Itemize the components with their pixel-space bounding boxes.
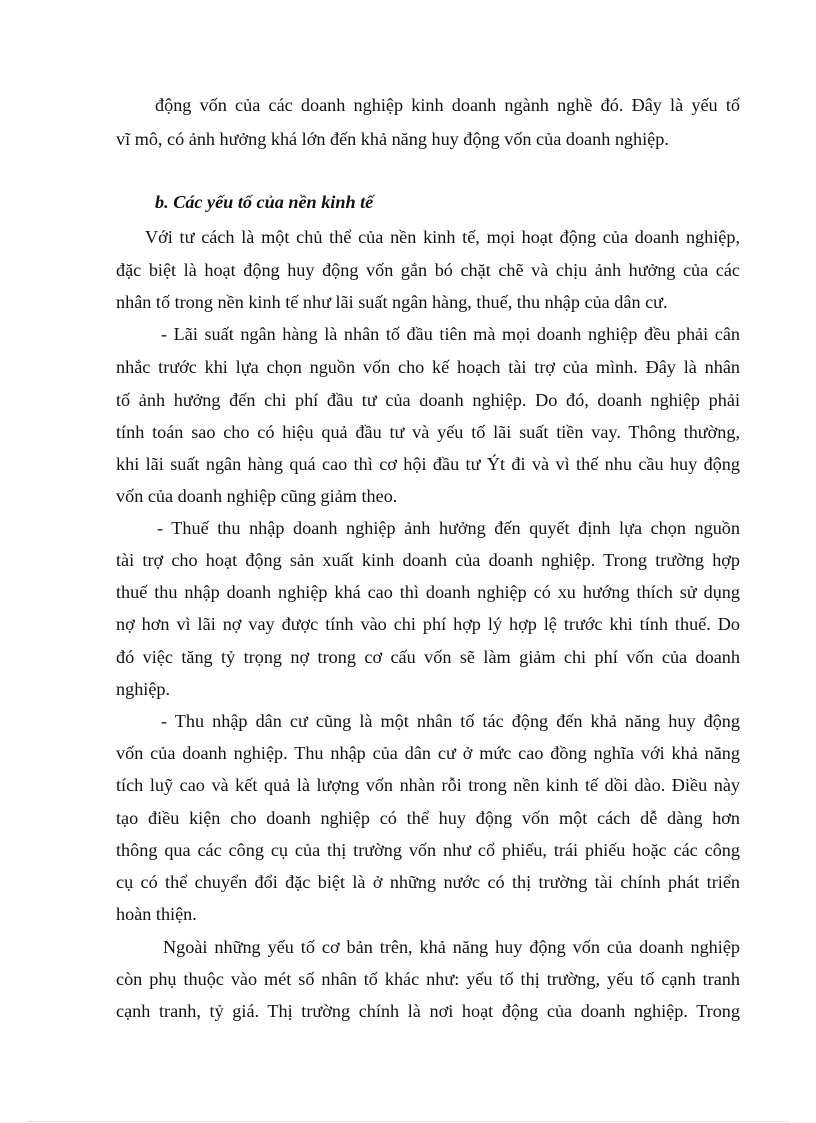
p3-line-6: vốn của doanh nghiệp cũng giảm theo.	[116, 486, 398, 506]
p4-line-6: nghiệp.	[116, 679, 171, 699]
p4-line-1: - Thuế thu nhập doanh nghiệp ảnh hưởng đến quyết định lựa chọn nguồn	[157, 518, 740, 538]
p6-line-1: Ngoài những yếu tố cơ bản trên, khả năng huy động vốn của doanh nghiệp	[163, 937, 740, 957]
p6-line-2: còn phụ thuộc vào mét số nhân tố khác như: yếu tố thị trường, yếu tố cạnh tranh	[116, 969, 740, 989]
p5-line-6: cụ có thể chuyển đổi đặc biệt là ở những nước có thị trường tài chính phát triển	[116, 872, 740, 892]
p5-line-5: thông qua các công cụ của thị trường vốn như cổ phiếu, trái phiếu hoặc các công	[116, 840, 740, 860]
page-bottom-rule	[28, 1121, 788, 1122]
p5-line-4: tạo điều kiện cho doanh nghiệp có thể huy động vốn một cách dễ dàng hơn	[116, 808, 740, 828]
p1-line-1: động vốn của các doanh nghiệp kinh doanh ngành nghề đó. Đây là yếu tố	[155, 95, 740, 115]
p3-line-4: tính toán sao cho có hiệu quả đầu tư và yếu tố lãi suất tiền vay. Thông thường,	[116, 422, 740, 442]
p2-line-3: nhân tố trong nền kinh tế như lãi suất ngân hàng, thuế, thu nhập của dân cư.	[116, 292, 668, 312]
p4-line-5: đó việc tăng tỷ trọng nợ trong cơ cấu vốn sẽ làm giảm chi phí vốn của doanh	[116, 647, 740, 667]
p3-line-1: - Lãi suất ngân hàng là nhân tố đầu tiên mà mọi doanh nghiệp đều phải cân	[161, 324, 740, 344]
p5-line-7: hoàn thiện.	[116, 904, 197, 924]
section-heading: b. Các yếu tố của nền kinh tế	[155, 192, 374, 212]
p5-line-1: - Thu nhập dân cư cũng là một nhân tố tác động đến khả năng huy động	[161, 711, 740, 731]
p4-line-2: tài trợ cho hoạt động sản xuất kinh doanh của doanh nghiệp. Trong trường hợp	[116, 550, 740, 570]
p3-line-2: nhắc trước khi lựa chọn nguồn vốn cho kế hoạch tài trợ của mình. Đây là nhân	[116, 357, 740, 377]
p5-line-3: tích luỹ cao và kết quả là lượng vốn nhàn rỗi trong nền kinh tế dồi dào. Điều này	[116, 775, 740, 795]
p2-line-2: đặc biệt là hoạt động huy động vốn gắn bó chặt chẽ và chịu ảnh hưởng của các	[116, 260, 740, 280]
p3-line-5: khi lãi suất ngân hàng quá cao thì cơ hội đầu tư Ýt đi và vì thế nhu cầu huy động	[116, 454, 740, 474]
p4-line-4: nợ hơn vì lãi nợ vay được tính vào chi phí hợp lý hợp lệ trước khi tính thuế. Do	[116, 614, 740, 634]
p4-line-3: thuế thu nhập doanh nghiệp khá cao thì doanh nghiệp có xu hướng thích sử dụng	[116, 582, 740, 602]
p2-line-1: Với tư cách là một chủ thể của nền kinh tế, mọi hoạt động của doanh nghiệp,	[145, 227, 740, 247]
p6-line-3: cạnh tranh, tỷ giá. Thị trường chính là nơi hoạt động của doanh nghiệp. Trong	[116, 1001, 740, 1021]
p3-line-3: tố ảnh hưởng đến chi phí đầu tư của doanh nghiệp. Do đó, doanh nghiệp phải	[116, 390, 740, 410]
p1-line-2: vĩ mô, có ảnh hưởng khá lớn đến khả năng huy động vốn của doanh nghiệp.	[116, 129, 669, 149]
p5-line-2: vốn của doanh nghiệp. Thu nhập của dân cư ở mức cao đồng nghĩa với khả năng	[116, 743, 740, 763]
